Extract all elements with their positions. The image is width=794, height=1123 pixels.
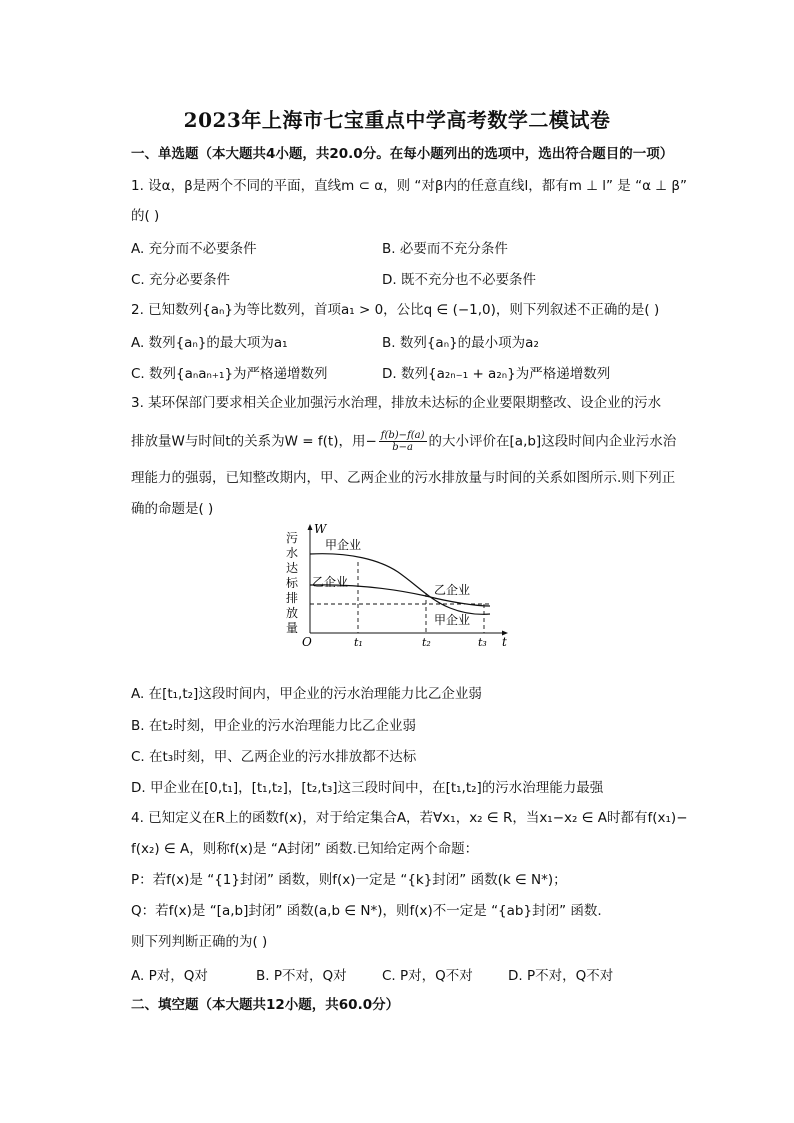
q3-option-b: B. 在t₂时刻，甲企业的污水治理能力比乙企业弱 (131, 718, 417, 734)
q1-stem-line2: 的( ) (131, 208, 160, 224)
q1-option-c: C. 充分必要条件 (131, 272, 231, 288)
q1-stem-line1: 1. 设α，β是两个不同的平面，直线m ⊂ α，则 “对β内的任意直线l，都有m ⊥ l” 是 “α ⊥ β” (131, 178, 687, 194)
ylabel-char-0: 污 (285, 531, 299, 545)
q1-option-d: D. 既不充分也不必要条件 (382, 272, 536, 288)
q3-stem-line1: 3. 某环保部门要求相关企业加强污水治理，排放未达标的企业要限期整改、设企业的污水 (131, 395, 662, 411)
pollution-graph (280, 520, 520, 652)
q4-proposition-q: Q：若f(x)是 “[a,b]封闭” 函数(a,b ∈ N*)，则f(x)不一定是 “{ab}封闭” 函数. (131, 903, 602, 919)
tick-t3: t₃ (478, 636, 487, 649)
ylabel-char-2: 达 (285, 561, 299, 575)
q4-proposition-p: P：若f(x)是 “{1}封闭” 函数，则f(x)一定是 “{k}封闭” 函数(k ∈ N*)； (131, 872, 567, 888)
y-axis-label: W (314, 522, 327, 536)
x-axis-label: t (502, 635, 507, 649)
q3-fraction (379, 430, 427, 453)
q4-option-a: A. P对，Q对 (131, 968, 208, 984)
q1-option-b: B. 必要而不充分条件 (382, 241, 508, 257)
tick-t1: t₁ (354, 636, 363, 649)
q3-option-a: A. 在[t₁,t₂]这段时间内，甲企业的污水治理能力比乙企业弱 (131, 686, 482, 702)
q3-stem-line2-part-b: 的大小评价在[a,b]这段时间内企业污水治 (428, 433, 677, 450)
page-title: 2023年上海市七宝重点中学高考数学二模试卷 (183, 108, 611, 132)
q2-option-b: B. 数列{aₙ}的最小项为a₂ (382, 335, 539, 351)
ylabel-char-6: 量 (285, 621, 299, 635)
q1-option-a: A. 充分而不必要条件 (131, 241, 257, 257)
q3-stem-line4: 确的命题是( ) (131, 501, 214, 517)
ylabel-char-5: 放 (285, 606, 299, 620)
q3-option-c: C. 在t₃时刻，甲、乙两企业的污水排放都不达标 (131, 749, 417, 765)
q3-stem-line2-part-a: 排放量W与时间t的关系为W = f(t)，用− (131, 433, 377, 450)
q2-stem: 2. 已知数列{aₙ}为等比数列，首项a₁ > 0，公比q ∈ (−1,0)，则下列叙述不正确的是( ) (131, 302, 660, 318)
tick-t2: t₂ (422, 636, 431, 649)
ylabel-char-4: 排 (285, 591, 299, 605)
q3-option-d: D. 甲企业在[0,t₁]，[t₁,t₂]，[t₂,t₃]这三段时间中，在[t₁,t₂]的污水治理能力最强 (131, 780, 604, 796)
q3-fraction-numerator: f(b)−f(a) (380, 430, 425, 441)
q2-option-a: A. 数列{aₙ}的最大项为a₁ (131, 335, 288, 351)
q4-stem-line1: 4. 已知定义在R上的函数f(x)，对于给定集合A，若∀x₁，x₂ ∈ R，当x₁−x₂ ∈ A时都有f(x₁)− (131, 810, 688, 826)
q3-stem-line3: 理能力的强弱，已知整改期内，甲、乙两企业的污水排放量与时间的关系如图所示.则下列正 (131, 470, 676, 486)
q2-option-c: C. 数列{aₙaₙ₊₁}为严格递增数列 (131, 366, 328, 382)
section-one-heading: 一、单选题（本大题共4小题，共20.0分。在每小题列出的选项中，选出符合题目的一项） (131, 146, 674, 162)
q4-option-b: B. P不对，Q对 (256, 968, 347, 984)
ylabel-char-1: 水 (285, 546, 299, 560)
label-yi-left: 乙企业 (312, 575, 349, 589)
label-yi-right: 乙企业 (434, 583, 471, 597)
q4-option-c: C. P对，Q不对 (382, 968, 473, 984)
label-jia-top: 甲企业 (325, 538, 362, 552)
q4-stem-line5: 则下列判断正确的为( ) (131, 934, 268, 950)
q4-stem-line2: f(x₂) ∈ A，则称f(x)是 “A封闭” 函数.已知给定两个命题： (131, 841, 479, 857)
y-axis-arrow (308, 524, 313, 530)
origin-label: O (302, 635, 312, 649)
ylabel-char-3: 标 (285, 576, 299, 590)
label-jia-bottom: 甲企业 (434, 613, 471, 627)
q4-option-d: D. P不对，Q不对 (508, 968, 614, 984)
q2-option-d: D. 数列{a₂ₙ₋₁ + a₂ₙ}为严格递增数列 (382, 366, 611, 382)
q3-fraction-denominator: b−a (392, 442, 414, 453)
section-two-heading: 二、填空题（本大题共12小题，共60.0分） (131, 997, 400, 1013)
q3-stem-line2 (131, 430, 691, 453)
